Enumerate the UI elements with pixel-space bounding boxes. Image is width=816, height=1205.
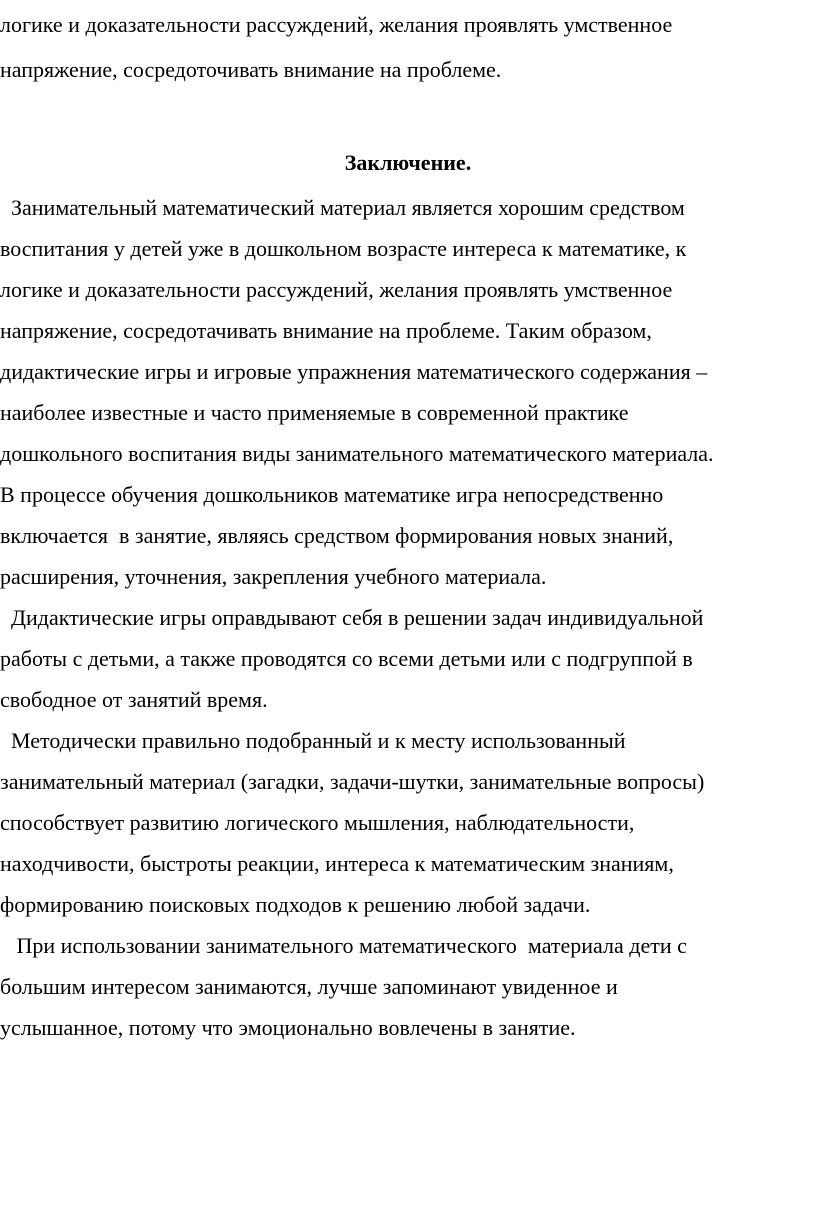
body-line: наиболее известные и часто применяемые в современной практике [0, 400, 629, 425]
body-line: Занимательный математический материал является хорошим средством [0, 195, 685, 220]
body-line: формированию поисковых подходов к решению любой задачи. [0, 892, 591, 917]
body-line: логике и доказательности рассуждений, желания проявлять умственное [0, 277, 673, 302]
intro-line-1: логике и доказательности рассуждений, желания проявлять умственное [0, 12, 673, 37]
body-line: В процессе обучения дошкольников математике игра непосредственно [0, 482, 664, 507]
body-line: воспитания у детей уже в дошкольном возрасте интереса к математике, к [0, 236, 687, 261]
body-line: находчивости, быстроты реакции, интереса к математическим знаниям, [0, 851, 674, 876]
body-line: способствует развитию логического мышления, наблюдательности, [0, 810, 635, 835]
body-line: включается в занятие, являясь средством формирования новых знаний, [0, 523, 674, 548]
body-line: дидактические игры и игровые упражнения математического содержания – [0, 359, 708, 384]
body-line: расширения, уточнения, закрепления учебного материала. [0, 564, 547, 589]
body-line: При использовании занимательного математического материала дети с [0, 933, 687, 958]
body-line: большим интересом занимаются, лучше запоминают увиденное и [0, 974, 618, 999]
body-line: работы с детьми, а также проводятся со всеми детьми или с подгруппой в [0, 646, 693, 671]
body-line: услышанное, потому что эмоционально вовлечены в занятие. [0, 1015, 576, 1040]
body-line: дошкольного воспитания виды занимательного математического материала. [0, 441, 714, 466]
body-line: свободное от занятий время. [0, 687, 268, 712]
body-line: напряжение, сосредотачивать внимание на проблеме. Таким образом, [0, 318, 652, 343]
body-line: Дидактические игры оправдывают себя в решении задач индивидуальной [0, 605, 704, 630]
body-line: Методически правильно подобранный и к месту использованный [0, 728, 626, 753]
intro-line-2: напряжение, сосредоточивать внимание на проблеме. [0, 57, 502, 82]
body-line: занимательный материал (загадки, задачи-шутки, занимательные вопросы) [0, 769, 705, 794]
section-heading: Заключение. [344, 150, 472, 175]
